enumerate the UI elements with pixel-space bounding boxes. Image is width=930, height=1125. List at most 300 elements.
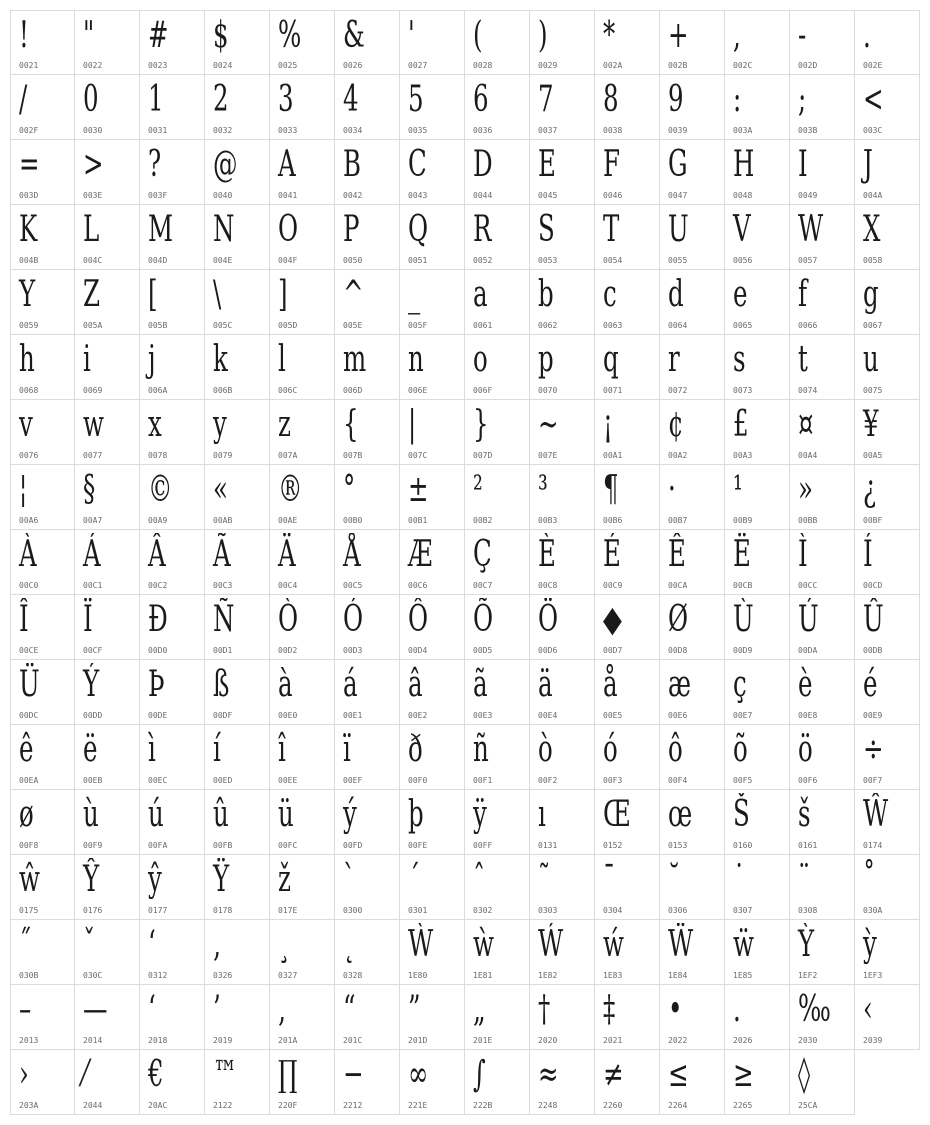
glyph-cell[interactable] <box>75 270 140 335</box>
glyph-char: M <box>148 209 174 250</box>
glyph-cell[interactable] <box>140 10 205 75</box>
glyph-cell[interactable] <box>530 985 595 1050</box>
glyph-cell[interactable] <box>205 595 270 660</box>
glyph-cell[interactable] <box>400 75 465 140</box>
glyph-cell[interactable] <box>465 400 530 465</box>
glyph-cell[interactable] <box>790 400 855 465</box>
glyph-char: } <box>473 404 489 445</box>
glyph-codepoint: 00F9 <box>83 841 103 850</box>
glyph-codepoint: 0029 <box>538 61 558 70</box>
glyph-cell[interactable] <box>790 270 855 335</box>
glyph-cell[interactable] <box>335 725 400 790</box>
glyph-char: m <box>343 339 367 380</box>
glyph-char: − <box>343 1054 364 1095</box>
glyph-cell[interactable] <box>530 660 595 725</box>
glyph-codepoint: 00AB <box>213 516 233 525</box>
glyph-cell[interactable] <box>270 270 335 335</box>
glyph-cell[interactable] <box>465 920 530 985</box>
glyph-cell[interactable] <box>855 465 920 530</box>
glyph-cell[interactable] <box>270 985 335 1050</box>
glyph-cell[interactable] <box>75 400 140 465</box>
glyph-cell[interactable] <box>270 400 335 465</box>
glyph-codepoint: 00E4 <box>538 711 558 720</box>
glyph-cell[interactable] <box>335 920 400 985</box>
glyph-cell[interactable] <box>205 10 270 75</box>
glyph-cell[interactable] <box>465 270 530 335</box>
glyph-cell[interactable] <box>790 660 855 725</box>
glyph-char: ñ <box>473 729 489 770</box>
glyph-cell[interactable] <box>205 335 270 400</box>
glyph-cell[interactable] <box>855 530 920 595</box>
glyph-cell[interactable] <box>10 75 75 140</box>
glyph-cell[interactable] <box>400 595 465 660</box>
glyph-cell[interactable] <box>595 1050 660 1115</box>
glyph-cell[interactable] <box>400 335 465 400</box>
glyph-codepoint: 0061 <box>473 321 493 330</box>
glyph-cell[interactable] <box>335 595 400 660</box>
glyph-cell[interactable] <box>10 205 75 270</box>
glyph-codepoint: 0066 <box>798 321 818 330</box>
glyph-cell[interactable] <box>140 530 205 595</box>
glyph-cell[interactable] <box>140 725 205 790</box>
glyph-cell[interactable] <box>530 205 595 270</box>
glyph-codepoint: 0152 <box>603 841 623 850</box>
glyph-codepoint: 0075 <box>863 386 883 395</box>
glyph-cell[interactable] <box>335 855 400 920</box>
glyph-cell[interactable] <box>270 465 335 530</box>
glyph-char: Õ <box>473 599 494 640</box>
glyph-cell[interactable] <box>205 465 270 530</box>
glyph-cell[interactable] <box>205 725 270 790</box>
glyph-cell[interactable] <box>595 205 660 270</box>
glyph-cell[interactable] <box>10 855 75 920</box>
glyph-cell[interactable] <box>140 595 205 660</box>
glyph-cell[interactable] <box>660 465 725 530</box>
glyph-cell[interactable] <box>335 10 400 75</box>
glyph-cell[interactable] <box>75 465 140 530</box>
glyph-cell[interactable] <box>595 660 660 725</box>
glyph-cell[interactable] <box>10 725 75 790</box>
glyph-cell[interactable] <box>270 1050 335 1115</box>
glyph-cell[interactable] <box>660 595 725 660</box>
glyph-cell[interactable] <box>530 595 595 660</box>
glyph-cell[interactable] <box>465 660 530 725</box>
glyph-char: ẁ <box>473 924 494 965</box>
glyph-cell[interactable] <box>10 985 75 1050</box>
glyph-cell[interactable] <box>465 75 530 140</box>
glyph-cell[interactable] <box>725 400 790 465</box>
glyph-char: é <box>863 664 878 705</box>
glyph-cell[interactable] <box>75 205 140 270</box>
glyph-cell[interactable] <box>595 725 660 790</box>
glyph-cell[interactable] <box>465 985 530 1050</box>
glyph-cell[interactable] <box>595 855 660 920</box>
glyph-char: ~ <box>538 404 559 445</box>
glyph-cell[interactable] <box>75 790 140 855</box>
glyph-codepoint: 00DC <box>19 711 39 720</box>
glyph-cell[interactable] <box>790 335 855 400</box>
glyph-cell[interactable] <box>465 10 530 75</box>
glyph-cell[interactable] <box>10 1050 75 1115</box>
glyph-cell[interactable] <box>790 10 855 75</box>
glyph-cell[interactable] <box>790 920 855 985</box>
glyph-cell[interactable] <box>270 530 335 595</box>
glyph-cell[interactable] <box>465 725 530 790</box>
glyph-cell[interactable] <box>335 140 400 205</box>
glyph-cell[interactable] <box>855 855 920 920</box>
glyph-cell[interactable] <box>205 855 270 920</box>
glyph-cell[interactable] <box>335 400 400 465</box>
glyph-cell[interactable] <box>660 10 725 75</box>
glyph-cell[interactable] <box>530 725 595 790</box>
glyph-cell[interactable] <box>855 205 920 270</box>
glyph-cell[interactable] <box>530 530 595 595</box>
glyph-cell[interactable] <box>400 10 465 75</box>
glyph-cell[interactable] <box>660 1050 725 1115</box>
glyph-cell[interactable] <box>595 465 660 530</box>
glyph-cell[interactable] <box>140 660 205 725</box>
glyph-codepoint: 0021 <box>19 61 39 70</box>
glyph-cell[interactable] <box>465 465 530 530</box>
glyph-codepoint: 00FB <box>213 841 233 850</box>
glyph-cell[interactable] <box>400 400 465 465</box>
glyph-cell[interactable] <box>725 205 790 270</box>
glyph-cell[interactable] <box>595 140 660 205</box>
glyph-cell[interactable] <box>725 270 790 335</box>
glyph-cell[interactable] <box>75 1050 140 1115</box>
glyph-cell[interactable] <box>725 1050 790 1115</box>
glyph-char: ù <box>83 794 99 835</box>
glyph-cell[interactable] <box>660 205 725 270</box>
glyph-cell[interactable] <box>855 595 920 660</box>
glyph-cell[interactable] <box>530 855 595 920</box>
glyph-cell[interactable] <box>335 530 400 595</box>
glyph-cell[interactable] <box>790 855 855 920</box>
glyph-cell[interactable] <box>10 660 75 725</box>
glyph-cell[interactable] <box>140 75 205 140</box>
glyph-char: L <box>83 209 100 250</box>
glyph-cell[interactable] <box>205 205 270 270</box>
glyph-cell[interactable] <box>530 10 595 75</box>
glyph-codepoint: 2021 <box>603 1036 623 1045</box>
glyph-cell[interactable] <box>140 920 205 985</box>
glyph-codepoint: 221E <box>408 1101 428 1110</box>
glyph-cell[interactable] <box>205 660 270 725</box>
glyph-cell[interactable] <box>335 465 400 530</box>
glyph-cell[interactable] <box>725 985 790 1050</box>
glyph-codepoint: 003A <box>733 126 753 135</box>
glyph-cell[interactable] <box>530 75 595 140</box>
glyph-cell[interactable] <box>270 920 335 985</box>
glyph-codepoint: 00F2 <box>538 776 558 785</box>
glyph-codepoint: 00A1 <box>603 451 623 460</box>
glyph-cell[interactable] <box>790 140 855 205</box>
glyph-char: ± <box>408 469 429 510</box>
glyph-cell[interactable] <box>660 855 725 920</box>
glyph-char: « <box>213 469 228 510</box>
glyph-cell[interactable] <box>725 335 790 400</box>
glyph-cell[interactable] <box>140 335 205 400</box>
glyph-cell[interactable] <box>335 205 400 270</box>
glyph-codepoint: 00DA <box>798 646 818 655</box>
glyph-char: Ŷ <box>83 859 100 900</box>
glyph-cell[interactable] <box>400 920 465 985</box>
glyph-char: 3 <box>278 79 294 120</box>
glyph-codepoint: 0327 <box>278 971 298 980</box>
glyph-cell[interactable] <box>10 920 75 985</box>
glyph-char: Ð <box>148 599 168 640</box>
glyph-cell[interactable] <box>660 140 725 205</box>
glyph-cell[interactable] <box>400 530 465 595</box>
glyph-codepoint: 00D6 <box>538 646 558 655</box>
glyph-cell[interactable] <box>595 920 660 985</box>
glyph-cell[interactable] <box>140 790 205 855</box>
glyph-cell[interactable] <box>270 205 335 270</box>
glyph-codepoint: 00C1 <box>83 581 103 590</box>
glyph-cell[interactable] <box>855 140 920 205</box>
glyph-cell[interactable] <box>270 335 335 400</box>
glyph-cell[interactable] <box>790 725 855 790</box>
glyph-cell[interactable] <box>140 205 205 270</box>
glyph-cell[interactable] <box>205 985 270 1050</box>
glyph-cell[interactable] <box>660 75 725 140</box>
glyph-cell[interactable] <box>335 1050 400 1115</box>
glyph-codepoint: 004D <box>148 256 168 265</box>
glyph-codepoint: 00C2 <box>148 581 168 590</box>
glyph-cell[interactable] <box>75 855 140 920</box>
glyph-cell[interactable] <box>790 790 855 855</box>
glyph-cell[interactable] <box>75 725 140 790</box>
glyph-cell[interactable] <box>205 1050 270 1115</box>
glyph-cell[interactable] <box>400 725 465 790</box>
glyph-cell[interactable] <box>465 855 530 920</box>
glyph-cell[interactable] <box>400 465 465 530</box>
glyph-cell[interactable] <box>855 660 920 725</box>
glyph-cell[interactable] <box>335 985 400 1050</box>
glyph-cell[interactable] <box>660 400 725 465</box>
glyph-char: ◆ <box>603 599 622 640</box>
glyph-codepoint: 0131 <box>538 841 558 850</box>
glyph-cell[interactable] <box>530 1050 595 1115</box>
glyph-cell[interactable] <box>205 270 270 335</box>
glyph-cell[interactable] <box>725 465 790 530</box>
glyph-cell[interactable] <box>725 595 790 660</box>
glyph-cell[interactable] <box>595 530 660 595</box>
glyph-codepoint: 0073 <box>733 386 753 395</box>
glyph-cell[interactable] <box>75 985 140 1050</box>
glyph-cell[interactable] <box>725 855 790 920</box>
glyph-cell[interactable] <box>75 595 140 660</box>
glyph-cell[interactable] <box>790 595 855 660</box>
glyph-cell[interactable] <box>660 985 725 1050</box>
glyph-cell[interactable] <box>660 335 725 400</box>
glyph-cell[interactable] <box>855 725 920 790</box>
glyph-cell[interactable] <box>400 985 465 1050</box>
glyph-cell[interactable] <box>790 985 855 1050</box>
glyph-codepoint: 00FE <box>408 841 428 850</box>
glyph-char: í <box>213 729 221 770</box>
glyph-cell[interactable] <box>790 1050 855 1115</box>
glyph-cell[interactable] <box>10 595 75 660</box>
glyph-cell[interactable] <box>660 530 725 595</box>
glyph-cell[interactable] <box>400 790 465 855</box>
glyph-cell[interactable] <box>10 335 75 400</box>
glyph-cell[interactable] <box>855 920 920 985</box>
glyph-cell[interactable] <box>335 75 400 140</box>
glyph-cell[interactable] <box>140 1050 205 1115</box>
glyph-cell[interactable] <box>855 75 920 140</box>
glyph-cell[interactable] <box>790 205 855 270</box>
glyph-codepoint: 004F <box>278 256 298 265</box>
glyph-cell[interactable] <box>335 270 400 335</box>
glyph-cell[interactable] <box>530 400 595 465</box>
glyph-cell[interactable] <box>595 985 660 1050</box>
glyph-cell[interactable] <box>140 465 205 530</box>
glyph-cell[interactable] <box>10 465 75 530</box>
glyph-cell[interactable] <box>270 660 335 725</box>
glyph-cell[interactable] <box>465 595 530 660</box>
glyph-cell[interactable] <box>270 140 335 205</box>
glyph-cell[interactable] <box>725 920 790 985</box>
glyph-cell[interactable] <box>10 400 75 465</box>
glyph-cell[interactable] <box>725 140 790 205</box>
glyph-cell[interactable] <box>140 140 205 205</box>
glyph-cell[interactable] <box>465 530 530 595</box>
glyph-cell[interactable] <box>660 270 725 335</box>
glyph-cell[interactable] <box>75 10 140 75</box>
glyph-cell[interactable] <box>140 855 205 920</box>
glyph-char: 2 <box>213 79 229 120</box>
glyph-cell[interactable] <box>140 400 205 465</box>
glyph-codepoint: 201D <box>408 1036 428 1045</box>
glyph-cell[interactable] <box>660 725 725 790</box>
glyph-codepoint: 007B <box>343 451 363 460</box>
glyph-char: É <box>603 534 621 575</box>
glyph-cell[interactable] <box>205 140 270 205</box>
glyph-char: * <box>603 15 616 56</box>
glyph-cell[interactable] <box>335 335 400 400</box>
glyph-cell[interactable] <box>595 270 660 335</box>
glyph-codepoint: 005D <box>278 321 298 330</box>
glyph-cell[interactable] <box>400 660 465 725</box>
glyph-cell[interactable] <box>75 660 140 725</box>
glyph-cell[interactable] <box>465 140 530 205</box>
glyph-cell[interactable] <box>855 10 920 75</box>
glyph-cell[interactable] <box>855 400 920 465</box>
glyph-cell[interactable] <box>725 530 790 595</box>
glyph-codepoint: 0026 <box>343 61 363 70</box>
glyph-cell[interactable] <box>855 985 920 1050</box>
glyph-cell[interactable] <box>75 920 140 985</box>
glyph-cell[interactable] <box>725 725 790 790</box>
glyph-char: O <box>278 209 299 250</box>
glyph-cell[interactable] <box>530 790 595 855</box>
glyph-cell[interactable] <box>400 1050 465 1115</box>
glyph-cell[interactable] <box>465 335 530 400</box>
glyph-cell[interactable] <box>400 270 465 335</box>
glyph-cell[interactable] <box>530 465 595 530</box>
glyph-cell[interactable] <box>595 400 660 465</box>
glyph-cell[interactable] <box>790 75 855 140</box>
glyph-codepoint: 00D8 <box>668 646 688 655</box>
glyph-cell[interactable] <box>725 660 790 725</box>
glyph-cell[interactable] <box>790 530 855 595</box>
glyph-cell[interactable] <box>205 530 270 595</box>
glyph-cell[interactable] <box>465 205 530 270</box>
glyph-codepoint: 00CB <box>733 581 753 590</box>
glyph-cell[interactable] <box>595 10 660 75</box>
glyph-cell[interactable] <box>75 530 140 595</box>
glyph-char: ◊ <box>798 1054 811 1095</box>
glyph-cell[interactable] <box>530 920 595 985</box>
glyph-cell[interactable] <box>140 985 205 1050</box>
glyph-cell[interactable] <box>270 10 335 75</box>
glyph-cell[interactable] <box>205 920 270 985</box>
glyph-cell[interactable] <box>595 790 660 855</box>
glyph-cell[interactable] <box>790 465 855 530</box>
glyph-codepoint: 005B <box>148 321 168 330</box>
glyph-cell[interactable] <box>465 790 530 855</box>
glyph-cell[interactable] <box>725 10 790 75</box>
glyph-cell[interactable] <box>75 140 140 205</box>
glyph-cell[interactable] <box>660 660 725 725</box>
glyph-char: Á <box>83 534 101 575</box>
glyph-cell[interactable] <box>205 400 270 465</box>
glyph-char: ’ <box>213 989 221 1030</box>
glyph-cell[interactable] <box>530 140 595 205</box>
glyph-cell[interactable] <box>725 75 790 140</box>
glyph-cell[interactable] <box>400 140 465 205</box>
glyph-cell[interactable] <box>10 530 75 595</box>
glyph-cell[interactable] <box>205 75 270 140</box>
glyph-cell[interactable] <box>400 855 465 920</box>
glyph-cell[interactable] <box>270 725 335 790</box>
glyph-char: a <box>473 274 488 315</box>
glyph-char: B <box>343 144 361 185</box>
glyph-cell[interactable] <box>595 595 660 660</box>
glyph-cell[interactable] <box>530 335 595 400</box>
glyph-codepoint: 00E0 <box>278 711 298 720</box>
glyph-cell[interactable] <box>465 1050 530 1115</box>
glyph-cell[interactable] <box>335 660 400 725</box>
glyph-codepoint: 2022 <box>668 1036 688 1045</box>
glyph-cell[interactable] <box>75 335 140 400</box>
glyph-cell[interactable] <box>10 270 75 335</box>
glyph-cell[interactable] <box>10 140 75 205</box>
glyph-cell[interactable] <box>10 10 75 75</box>
glyph-codepoint: 005E <box>343 321 363 330</box>
glyph-cell[interactable] <box>595 335 660 400</box>
glyph-cell[interactable] <box>530 270 595 335</box>
glyph-cell[interactable] <box>660 790 725 855</box>
glyph-cell[interactable] <box>270 595 335 660</box>
glyph-cell[interactable] <box>855 335 920 400</box>
glyph-cell[interactable] <box>270 855 335 920</box>
glyph-cell[interactable] <box>140 270 205 335</box>
glyph-cell[interactable] <box>335 790 400 855</box>
glyph-cell[interactable] <box>10 790 75 855</box>
glyph-cell[interactable] <box>270 790 335 855</box>
glyph-cell[interactable] <box>595 75 660 140</box>
glyph-cell[interactable] <box>270 75 335 140</box>
glyph-cell[interactable] <box>660 920 725 985</box>
glyph-cell[interactable] <box>855 270 920 335</box>
glyph-cell[interactable] <box>725 790 790 855</box>
glyph-cell[interactable] <box>400 205 465 270</box>
glyph-cell[interactable] <box>75 75 140 140</box>
glyph-cell[interactable] <box>855 790 920 855</box>
glyph-cell[interactable] <box>205 790 270 855</box>
